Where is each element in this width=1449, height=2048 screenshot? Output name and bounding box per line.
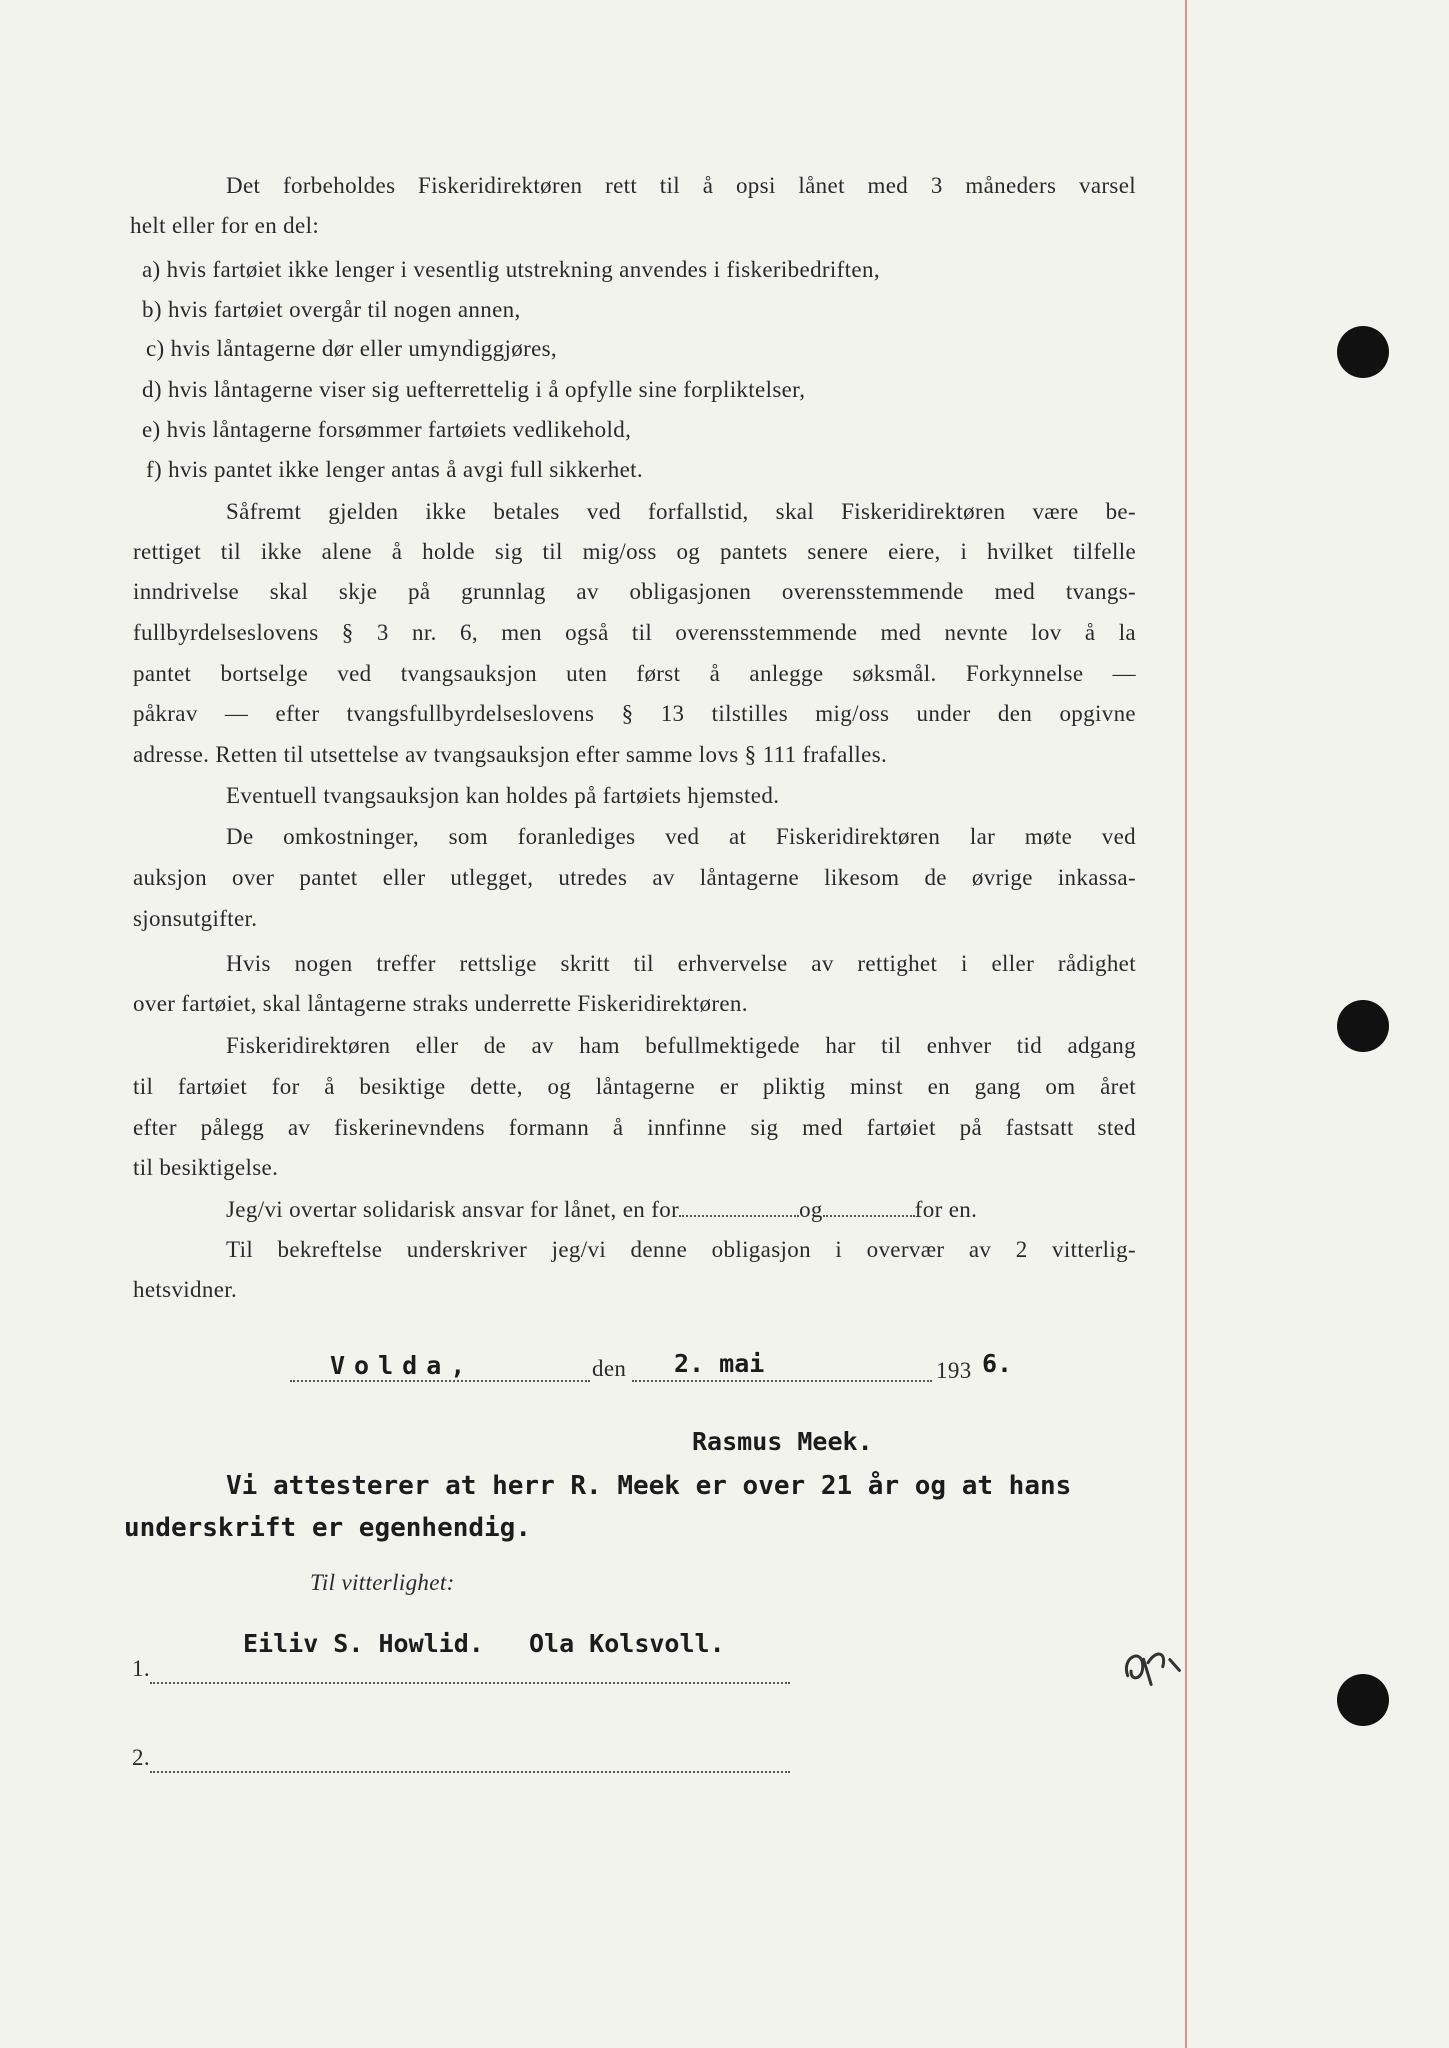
punch-hole-middle (1337, 1000, 1389, 1052)
p1-line-1: Såfremt gjelden ikke betales ved forfallstid, skal Fiskeridirektøren være be- (226, 499, 1136, 524)
year-prefix: 193 (936, 1358, 972, 1383)
p7-line-2: hetsvidner. (133, 1277, 238, 1302)
attestation-line-2: underskrift er egenhendig. (124, 1513, 531, 1543)
p2-line: Eventuell tvangsauksjon kan holdes på fartøiets hjemsted. (226, 783, 780, 808)
signing-place: Volda, (330, 1351, 475, 1380)
p7-line-1: Til bekreftelse underskriver jeg/vi denne obligasjon i overvær av 2 vitterlig- (226, 1237, 1136, 1262)
attestation-line-1: Vi attesterer at herr R. Meek er over 21 år og at hans (226, 1471, 1072, 1501)
p5-line-4: til besiktigelse. (133, 1155, 279, 1180)
terms-intro-line-2: helt eller for en del: (130, 213, 320, 238)
term-item-c: c) hvis låntagerne dør eller umyndiggjøres, (146, 336, 558, 361)
term-item-d: d) hvis låntagerne viser sig uefterrettelig i å opfylle sine forpliktelser, (142, 377, 806, 402)
signing-date: 2. mai (674, 1349, 765, 1378)
term-item-a: a) hvis fartøiet ikke lenger i vesentlig utstrekning anvendes i fiskeribedriften, (142, 257, 880, 282)
p5-line-3: efter pålegg av fiskerinevndens formann å innfinne sig med fartøiet på fastsatt sted (133, 1115, 1136, 1140)
term-item-e: e) hvis låntagerne forsømmer fartøiets vedlikehold, (142, 417, 632, 442)
p4-line-2: over fartøiet, skal låntagerne straks underrette Fiskeridirektøren. (133, 991, 748, 1016)
punch-hole-bottom (1337, 1674, 1389, 1726)
p6-blank-2 (823, 1195, 915, 1217)
p5-line-1: Fiskeridirektøren eller de av ham befullmektigede har til enhver tid adgang (226, 1033, 1136, 1058)
p1-line-7: adresse. Retten til utsettelse av tvangsauksjon efter samme lovs § 111 frafalles. (133, 742, 888, 767)
p6-line (226, 1195, 977, 1225)
p6-text-a: Jeg/vi overtar solidarisk ansvar for lånet, en for (226, 1197, 680, 1222)
p5-line-2: til fartøiet for å besiktige dette, og låntagerne er pliktig minst en gang om året (133, 1074, 1136, 1099)
p1-line-6: påkrav — efter tvangsfullbyrdelseslovens § 13 tilstilles mig/oss under den opgivne (133, 701, 1136, 726)
p6-text-b: og (799, 1197, 823, 1222)
handwritten-initials-mark (1114, 1627, 1192, 1696)
p3-line-3: sjonsutgifter. (133, 906, 258, 931)
p6-text-c: for en. (914, 1197, 978, 1222)
witness-line-2-label: 2. (132, 1745, 150, 1770)
witness-line-1 (150, 1664, 790, 1684)
witness-line-1-label: 1. (132, 1656, 150, 1681)
p6-blank-1 (679, 1195, 799, 1217)
place-dotted-line (290, 1362, 590, 1382)
term-item-f: f) hvis pantet ikke lenger antas å avgi full sikkerhet. (146, 457, 643, 482)
p1-line-2: rettiget til ikke alene å holde sig til mig/oss og pantets senere eiere, i hvilket tilfelle (133, 539, 1136, 564)
p4-line-1: Hvis nogen treffer rettslige skritt til erhvervelse av rettighet i eller rådighet (226, 951, 1136, 976)
p3-line-1: De omkostninger, som foranlediges ved at Fiskeridirektøren lar møte ved (226, 824, 1136, 849)
punch-hole-top (1337, 326, 1389, 378)
borrower-signature-name: Rasmus Meek. (692, 1427, 873, 1456)
term-item-b: b) hvis fartøiet overgår til nogen annen, (142, 297, 521, 322)
red-margin-line (1185, 0, 1187, 2048)
den-label: den (592, 1356, 627, 1381)
witness-label: Til vitterlighet: (310, 1570, 455, 1595)
witness-line-2 (150, 1753, 790, 1773)
date-dotted-line (632, 1362, 932, 1382)
p3-line-2: auksjon over pantet eller utlegget, utredes av låntagerne likesom de øvrige inkassa- (133, 865, 1136, 890)
witness-names: Eiliv S. Howlid. Ola Kolsvoll. (243, 1629, 725, 1658)
terms-intro-line-1: Det forbeholdes Fiskeridirektøren rett til å opsi lånet med 3 måneders varsel (226, 173, 1136, 198)
p1-line-4: fullbyrdelseslovens § 3 nr. 6, men også til overensstemmende med nevnte lov å la (133, 620, 1136, 645)
p1-line-5: pantet bortselge ved tvangsauksjon uten først å anlegge søksmål. Forkynnelse — (133, 661, 1136, 686)
year-suffix: 6. (982, 1349, 1013, 1378)
p1-line-3: inndrivelse skal skje på grunnlag av obligasjonen overensstemmende med tvangs- (133, 579, 1136, 604)
